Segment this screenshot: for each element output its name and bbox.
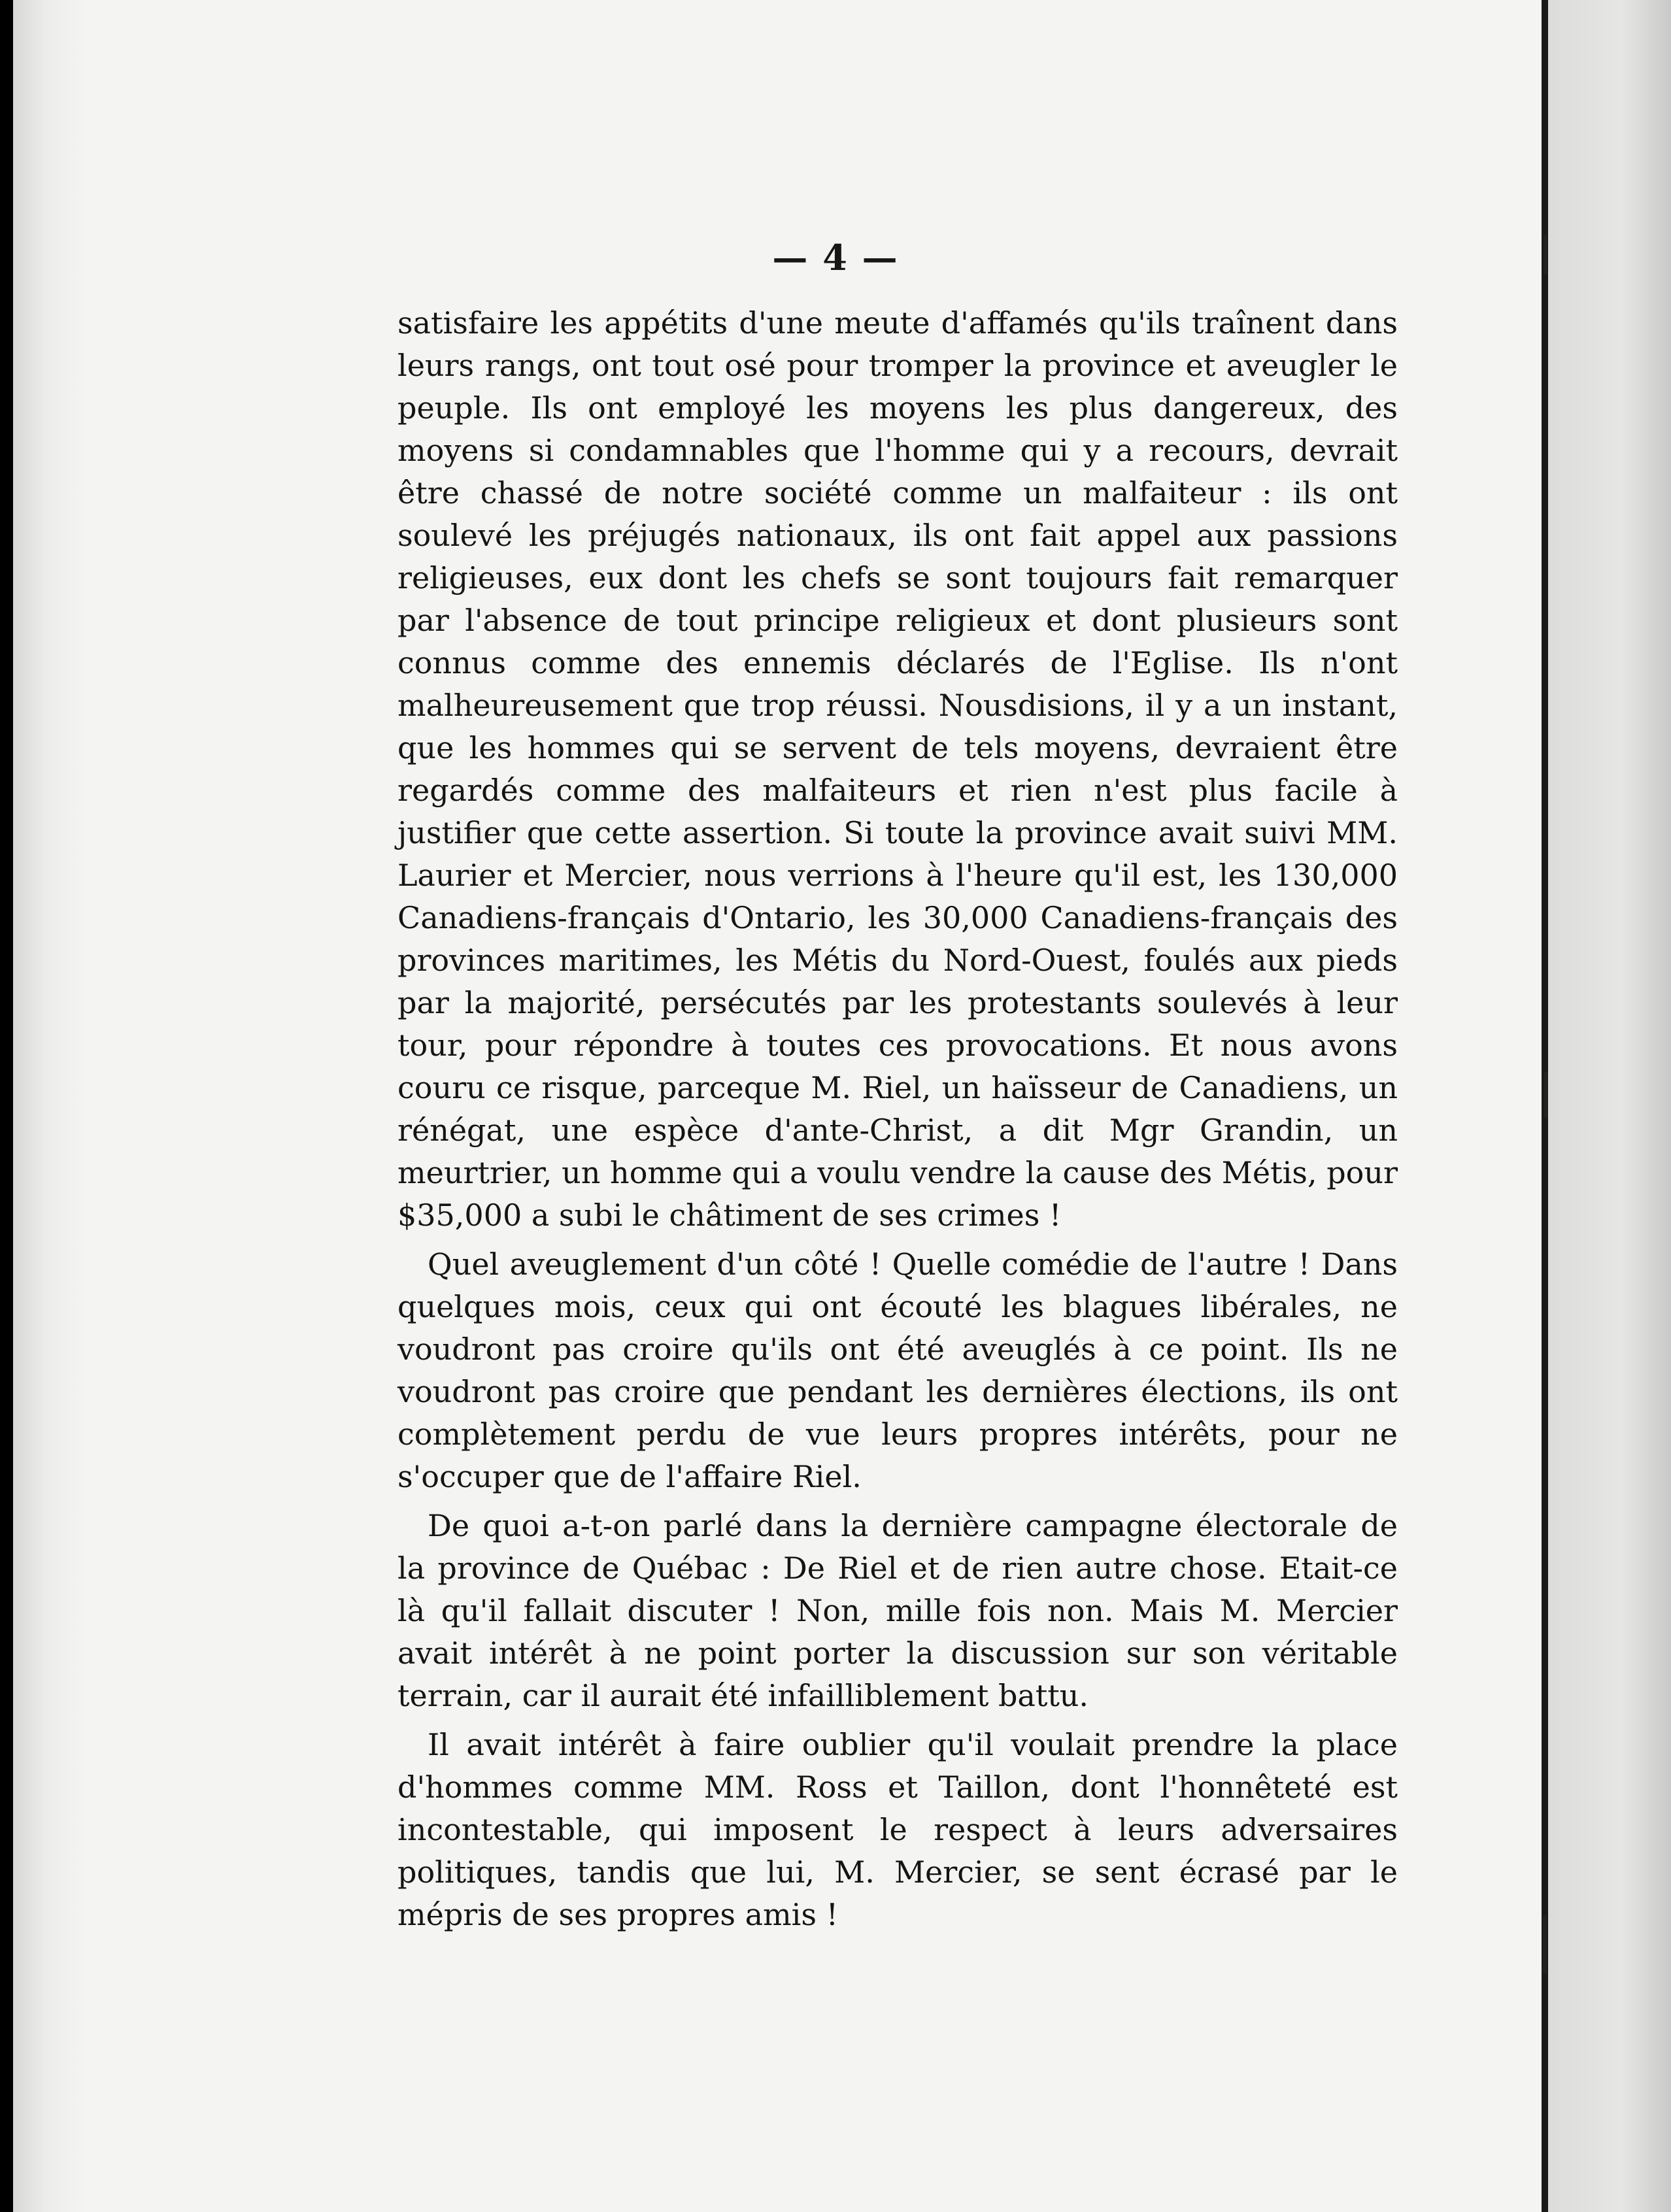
paragraph: De quoi a-t-on parlé dans la dernière campagne électorale de la province de Québac : De Riel et de rien autre chose. Etait-ce là qu'il fallait discuter ! Non, mille fois non. Mais M. Mercier avait intérêt à ne point porter la discussion sur son véritable terrain, car il aurait été infailliblement battu. <box>397 1508 1398 1713</box>
paragraph: Quel aveuglement d'un côté ! Quelle comédie de l'autre ! Dans quelques mois, ceux qui ont écouté les blagues libérales, ne voudront pas croire qu'ils ont été aveuglés à ce point. Ils ne voudront pas croire que pendant les dernières élections, ils ont complètement perdu de vue leurs propres intérêts, pour ne s'occuper que de l'affaire Riel. <box>397 1247 1398 1494</box>
paragraph: satisfaire les appétits d'une meute d'affamés qu'ils traînent dans leurs rangs, ont tout osé pour tromper la province et aveugler le peuple. Ils ont employé les moyens les plus dangereux, des moyens si condamnables que l'homme qui y a recours, devrait être chassé de notre société comme un malfaiteur : ils ont soulevé les préjugés nationaux, ils ont fait appel aux passions religieuses, eux dont les chefs se sont toujours fait remarquer par l'absence de tout principe religieux et dont plusieurs sont connus comme des ennemis déclarés de l'Eglise. Ils n'ont malheureusement que trop réussi. Nousdisions, il y a un instant, que les hommes qui se servent de tels moyens, devraient être regardés comme des malfaiteurs et rien n'est plus facile à justifier que cette assertion. Si toute la province avait suivi MM. Laurier et Mercier, nous verrions à l'heure qu'il est, les 130,000 Canadiens-français d'Ontario, les 30,000 Canadiens-français des provinces maritimes, les Métis du Nord-Ouest, foulés aux pieds par la majorité, persécutés par les protestants soulevés à leur tour, pour répondre à toutes ces provocations. Et nous avons couru ce risque, parceque M. Riel, un haïsseur de Canadiens, un rénégat, une espèce d'ante-Christ, a dit Mgr Grandin, un meurtrier, un homme qui a voulu vendre la cause des Métis, pour $35,000 a subi le châtiment de ses crimes ! <box>397 305 1398 1233</box>
body-text <box>397 302 1398 1936</box>
paragraph: Il avait intérêt à faire oublier qu'il voulait prendre la place d'hommes comme MM. Ross et Taillon, dont l'honnêteté est incontestable, qui imposent le respect à leurs adversaires politiques, tandis que lui, M. Mercier, se sent écrasé par le mépris de ses propres amis ! <box>397 1727 1398 1932</box>
page-number: — 4 — <box>772 237 899 278</box>
facing-page-edge <box>1548 0 1671 2212</box>
margin-tick-mark <box>1544 1072 1548 1118</box>
margin-tick-mark <box>1543 1915 1547 1974</box>
page-gutter-shadow <box>13 0 85 2212</box>
